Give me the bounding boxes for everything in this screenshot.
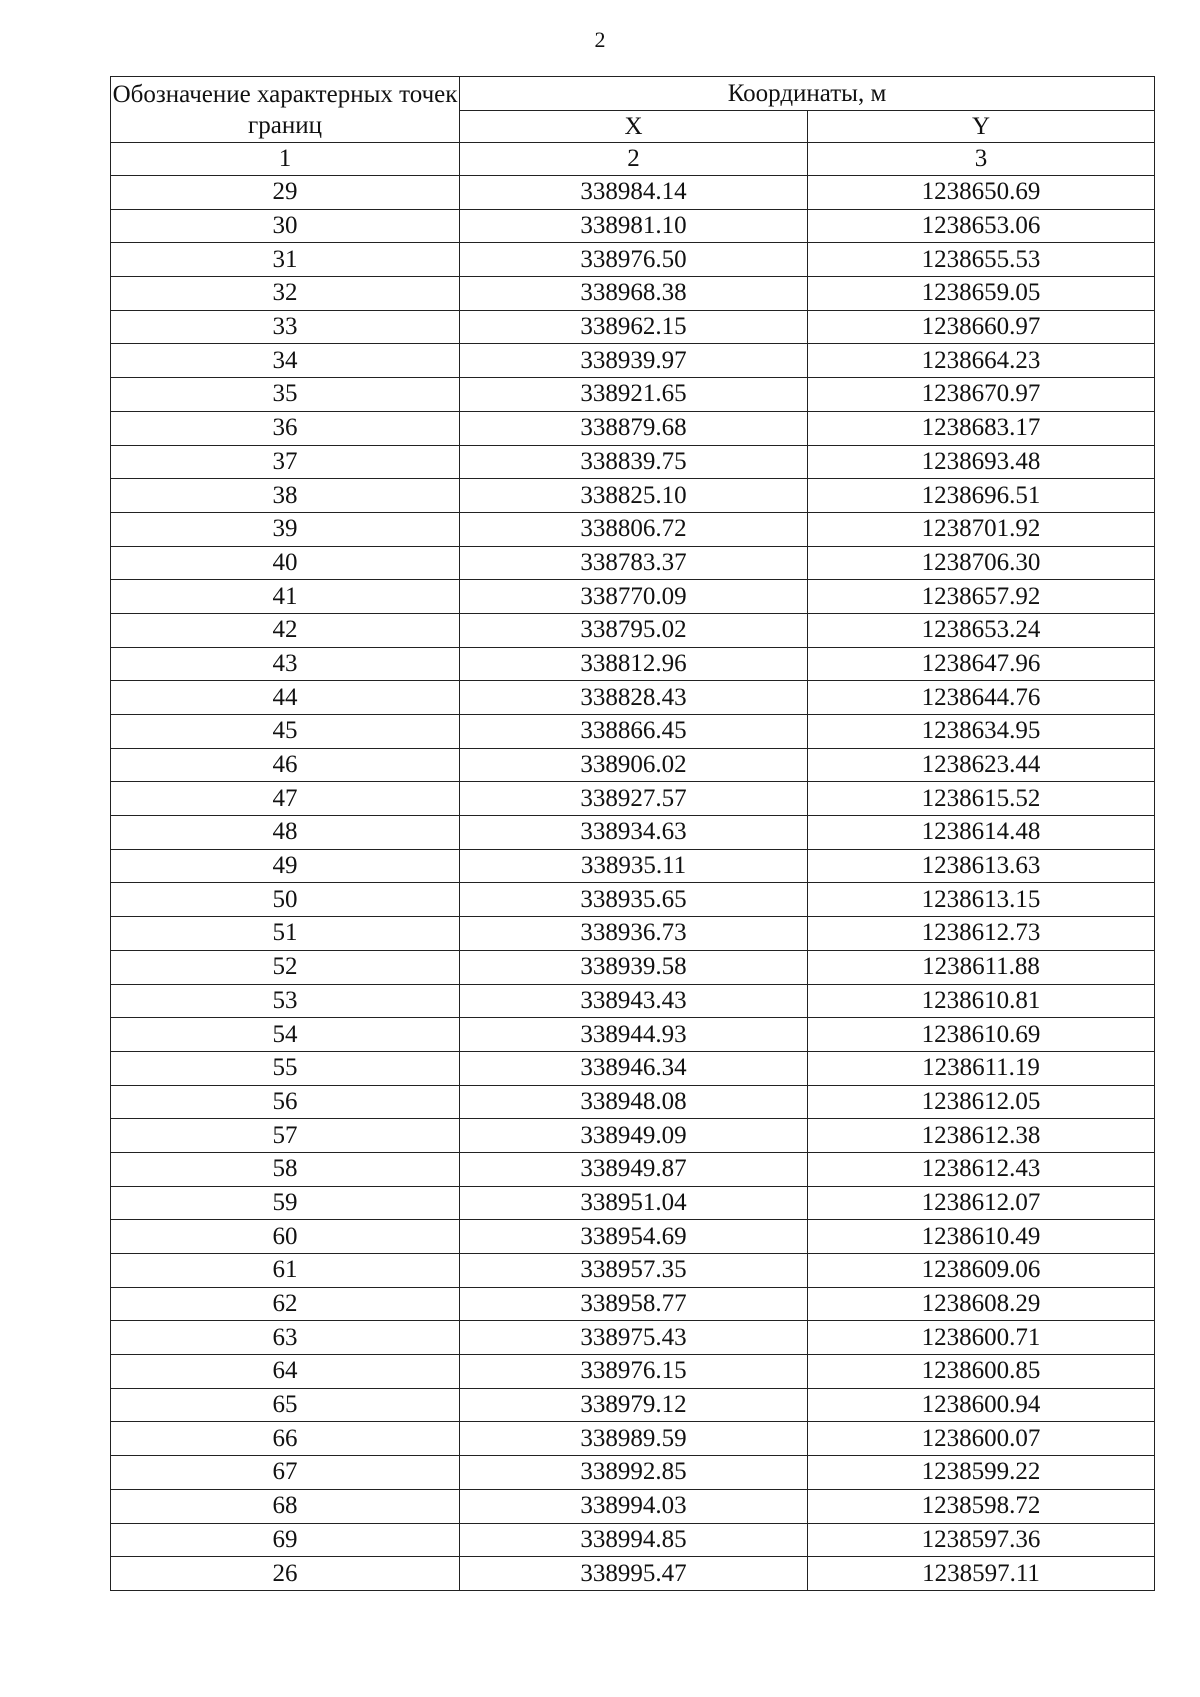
x-coordinate-cell: 338936.73 xyxy=(460,917,808,951)
y-coordinate-cell: 1238599.22 xyxy=(808,1456,1155,1490)
table-row xyxy=(111,580,1155,614)
column-number-2: 2 xyxy=(460,143,808,176)
table-row xyxy=(111,209,1155,243)
x-coordinate-cell: 338783.37 xyxy=(460,546,808,580)
y-coordinate-cell: 1238655.53 xyxy=(808,243,1155,277)
x-coordinate-cell: 338795.02 xyxy=(460,613,808,647)
y-coordinate-cell: 1238614.48 xyxy=(808,816,1155,850)
x-coordinate-cell: 338949.09 xyxy=(460,1119,808,1153)
x-coordinate-cell: 338946.34 xyxy=(460,1051,808,1085)
table-row xyxy=(111,411,1155,445)
point-number-cell: 63 xyxy=(111,1321,460,1355)
y-coordinate-cell: 1238598.72 xyxy=(808,1489,1155,1523)
y-coordinate-cell: 1238611.88 xyxy=(808,950,1155,984)
y-coordinate-cell: 1238600.07 xyxy=(808,1422,1155,1456)
x-coordinate-cell: 338906.02 xyxy=(460,748,808,782)
x-coordinate-cell: 338866.45 xyxy=(460,715,808,749)
x-coordinate-cell: 338927.57 xyxy=(460,782,808,816)
x-coordinate-cell: 338968.38 xyxy=(460,277,808,311)
y-coordinate-cell: 1238670.97 xyxy=(808,378,1155,412)
y-column-header: Y xyxy=(808,111,1155,143)
table-row xyxy=(111,1186,1155,1220)
table-row xyxy=(111,344,1155,378)
x-coordinate-cell: 338943.43 xyxy=(460,984,808,1018)
coordinates-table xyxy=(110,76,1155,1591)
point-number-cell: 67 xyxy=(111,1456,460,1490)
y-coordinate-cell: 1238612.73 xyxy=(808,917,1155,951)
point-number-cell: 33 xyxy=(111,310,460,344)
y-coordinate-cell: 1238615.52 xyxy=(808,782,1155,816)
y-coordinate-cell: 1238634.95 xyxy=(808,715,1155,749)
point-number-cell: 51 xyxy=(111,917,460,951)
x-coordinate-cell: 338935.11 xyxy=(460,849,808,883)
x-coordinate-cell: 338994.85 xyxy=(460,1523,808,1557)
y-coordinate-cell: 1238610.81 xyxy=(808,984,1155,1018)
point-number-cell: 29 xyxy=(111,176,460,210)
point-number-cell: 53 xyxy=(111,984,460,1018)
y-coordinate-cell: 1238612.43 xyxy=(808,1152,1155,1186)
y-coordinate-cell: 1238612.05 xyxy=(808,1085,1155,1119)
table-row xyxy=(111,782,1155,816)
x-coordinate-cell: 338981.10 xyxy=(460,209,808,243)
x-coordinate-cell: 338839.75 xyxy=(460,445,808,479)
point-number-cell: 66 xyxy=(111,1422,460,1456)
y-coordinate-cell: 1238612.38 xyxy=(808,1119,1155,1153)
table-row xyxy=(111,849,1155,883)
table-row xyxy=(111,1051,1155,1085)
table-row xyxy=(111,715,1155,749)
x-coordinate-cell: 338770.09 xyxy=(460,580,808,614)
table-row xyxy=(111,1557,1155,1591)
point-number-cell: 26 xyxy=(111,1557,460,1591)
table-row xyxy=(111,1220,1155,1254)
table-row xyxy=(111,1355,1155,1389)
table-row xyxy=(111,1321,1155,1355)
point-number-cell: 68 xyxy=(111,1489,460,1523)
point-number-cell: 39 xyxy=(111,512,460,546)
point-number-cell: 56 xyxy=(111,1085,460,1119)
y-coordinate-cell: 1238653.24 xyxy=(808,613,1155,647)
point-number-cell: 57 xyxy=(111,1119,460,1153)
x-coordinate-cell: 338962.15 xyxy=(460,310,808,344)
x-coordinate-cell: 338825.10 xyxy=(460,479,808,513)
point-number-cell: 58 xyxy=(111,1152,460,1186)
x-coordinate-cell: 338975.43 xyxy=(460,1321,808,1355)
x-coordinate-cell: 338979.12 xyxy=(460,1388,808,1422)
table-row xyxy=(111,1456,1155,1490)
x-coordinate-cell: 338976.50 xyxy=(460,243,808,277)
point-number-cell: 54 xyxy=(111,1018,460,1052)
x-coordinate-cell: 338948.08 xyxy=(460,1085,808,1119)
table-row xyxy=(111,310,1155,344)
point-number-cell: 38 xyxy=(111,479,460,513)
y-coordinate-cell: 1238597.11 xyxy=(808,1557,1155,1591)
column-number-3: 3 xyxy=(808,143,1155,176)
table-row xyxy=(111,681,1155,715)
point-number-cell: 30 xyxy=(111,209,460,243)
table-row xyxy=(111,1152,1155,1186)
y-coordinate-cell: 1238600.94 xyxy=(808,1388,1155,1422)
point-number-cell: 62 xyxy=(111,1287,460,1321)
point-number-cell: 45 xyxy=(111,715,460,749)
y-coordinate-cell: 1238610.49 xyxy=(808,1220,1155,1254)
table-row xyxy=(111,1489,1155,1523)
y-coordinate-cell: 1238657.92 xyxy=(808,580,1155,614)
table-row xyxy=(111,816,1155,850)
table-header xyxy=(111,77,1155,176)
x-column-header: X xyxy=(460,111,808,143)
y-coordinate-cell: 1238623.44 xyxy=(808,748,1155,782)
point-number-cell: 46 xyxy=(111,748,460,782)
x-coordinate-cell: 338989.59 xyxy=(460,1422,808,1456)
table-row xyxy=(111,748,1155,782)
table-row xyxy=(111,1388,1155,1422)
y-coordinate-cell: 1238701.92 xyxy=(808,512,1155,546)
y-coordinate-cell: 1238608.29 xyxy=(808,1287,1155,1321)
point-number-cell: 32 xyxy=(111,277,460,311)
table-row xyxy=(111,647,1155,681)
table-row xyxy=(111,445,1155,479)
y-coordinate-cell: 1238706.30 xyxy=(808,546,1155,580)
y-coordinate-cell: 1238610.69 xyxy=(808,1018,1155,1052)
x-coordinate-cell: 338944.93 xyxy=(460,1018,808,1052)
x-coordinate-cell: 338951.04 xyxy=(460,1186,808,1220)
table-row xyxy=(111,176,1155,210)
point-number-cell: 47 xyxy=(111,782,460,816)
y-coordinate-cell: 1238600.71 xyxy=(808,1321,1155,1355)
table-row xyxy=(111,243,1155,277)
x-coordinate-cell: 338957.35 xyxy=(460,1254,808,1288)
table-body xyxy=(111,176,1155,1591)
point-number-cell: 69 xyxy=(111,1523,460,1557)
point-number-cell: 60 xyxy=(111,1220,460,1254)
point-number-cell: 36 xyxy=(111,411,460,445)
point-number-cell: 55 xyxy=(111,1051,460,1085)
y-coordinate-cell: 1238611.19 xyxy=(808,1051,1155,1085)
x-coordinate-cell: 338954.69 xyxy=(460,1220,808,1254)
point-number-cell: 42 xyxy=(111,613,460,647)
column-number-1: 1 xyxy=(111,143,460,176)
x-coordinate-cell: 338934.63 xyxy=(460,816,808,850)
point-number-cell: 41 xyxy=(111,580,460,614)
table-row xyxy=(111,512,1155,546)
table-row xyxy=(111,1254,1155,1288)
page-number: 2 xyxy=(594,27,606,52)
header-row-main xyxy=(111,77,1155,111)
table-row xyxy=(111,546,1155,580)
x-coordinate-cell: 338995.47 xyxy=(460,1557,808,1591)
table-row xyxy=(111,1523,1155,1557)
point-number-cell: 34 xyxy=(111,344,460,378)
point-number-cell: 31 xyxy=(111,243,460,277)
x-coordinate-cell: 338976.15 xyxy=(460,1355,808,1389)
table-row xyxy=(111,1018,1155,1052)
y-coordinate-cell: 1238664.23 xyxy=(808,344,1155,378)
x-coordinate-cell: 338935.65 xyxy=(460,883,808,917)
x-coordinate-cell: 338994.03 xyxy=(460,1489,808,1523)
table-row xyxy=(111,1287,1155,1321)
point-number-cell: 52 xyxy=(111,950,460,984)
table-row xyxy=(111,917,1155,951)
table-row xyxy=(111,613,1155,647)
point-number-cell: 43 xyxy=(111,647,460,681)
point-number-cell: 61 xyxy=(111,1254,460,1288)
y-coordinate-cell: 1238600.85 xyxy=(808,1355,1155,1389)
y-coordinate-cell: 1238693.48 xyxy=(808,445,1155,479)
y-coordinate-cell: 1238612.07 xyxy=(808,1186,1155,1220)
table-row xyxy=(111,378,1155,412)
x-coordinate-cell: 338949.87 xyxy=(460,1152,808,1186)
x-coordinate-cell: 338992.85 xyxy=(460,1456,808,1490)
y-coordinate-cell: 1238650.69 xyxy=(808,176,1155,210)
y-coordinate-cell: 1238597.36 xyxy=(808,1523,1155,1557)
table-row xyxy=(111,277,1155,311)
x-coordinate-cell: 338939.97 xyxy=(460,344,808,378)
point-number-cell: 40 xyxy=(111,546,460,580)
x-coordinate-cell: 338828.43 xyxy=(460,681,808,715)
x-coordinate-cell: 338879.68 xyxy=(460,411,808,445)
x-coordinate-cell: 338984.14 xyxy=(460,176,808,210)
table-row xyxy=(111,883,1155,917)
y-coordinate-cell: 1238683.17 xyxy=(808,411,1155,445)
x-coordinate-cell: 338921.65 xyxy=(460,378,808,412)
y-coordinate-cell: 1238660.97 xyxy=(808,310,1155,344)
point-number-cell: 64 xyxy=(111,1355,460,1389)
coordinates-header: Координаты, м xyxy=(460,77,1155,111)
x-coordinate-cell: 338806.72 xyxy=(460,512,808,546)
y-coordinate-cell: 1238647.96 xyxy=(808,647,1155,681)
y-coordinate-cell: 1238613.15 xyxy=(808,883,1155,917)
table-row xyxy=(111,1085,1155,1119)
point-number-cell: 49 xyxy=(111,849,460,883)
table-row xyxy=(111,984,1155,1018)
y-coordinate-cell: 1238613.63 xyxy=(808,849,1155,883)
y-coordinate-cell: 1238609.06 xyxy=(808,1254,1155,1288)
table-row xyxy=(111,479,1155,513)
table-row xyxy=(111,1422,1155,1456)
y-coordinate-cell: 1238696.51 xyxy=(808,479,1155,513)
point-designation-header: Обозначение характерных точек границ xyxy=(111,77,460,143)
column-number-row xyxy=(111,143,1155,176)
x-coordinate-cell: 338812.96 xyxy=(460,647,808,681)
point-number-cell: 48 xyxy=(111,816,460,850)
table-row xyxy=(111,950,1155,984)
point-number-cell: 35 xyxy=(111,378,460,412)
point-number-cell: 65 xyxy=(111,1388,460,1422)
y-coordinate-cell: 1238659.05 xyxy=(808,277,1155,311)
y-coordinate-cell: 1238653.06 xyxy=(808,209,1155,243)
point-number-cell: 44 xyxy=(111,681,460,715)
x-coordinate-cell: 338958.77 xyxy=(460,1287,808,1321)
x-coordinate-cell: 338939.58 xyxy=(460,950,808,984)
point-number-cell: 59 xyxy=(111,1186,460,1220)
point-number-cell: 37 xyxy=(111,445,460,479)
point-number-cell: 50 xyxy=(111,883,460,917)
table-row xyxy=(111,1119,1155,1153)
y-coordinate-cell: 1238644.76 xyxy=(808,681,1155,715)
